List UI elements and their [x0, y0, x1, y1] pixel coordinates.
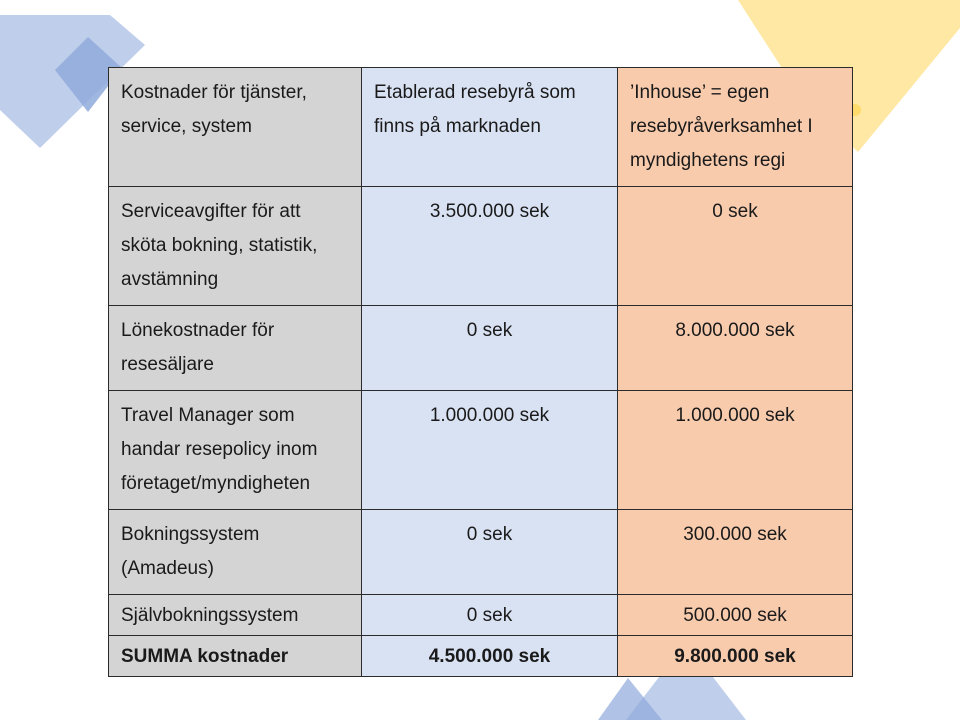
header-cost-type: Kostnader för tjänster, service, system — [109, 68, 362, 187]
row-label: Serviceavgifter för att sköta bokning, statistik, avstämning — [109, 187, 362, 306]
header-inhouse: ’Inhouse’ = egen resebyråverksamhet I myndighetens regi — [618, 68, 853, 187]
row-label: Självbokningssystem — [109, 595, 362, 636]
inhouse-cost: 8.000.000 sek — [618, 306, 853, 391]
table-total-row — [109, 636, 853, 677]
inhouse-cost: 300.000 sek — [618, 510, 853, 595]
row-label: Travel Manager som handar resepolicy inom företaget/myndigheten — [109, 391, 362, 510]
table-header-row — [109, 68, 853, 187]
table-row — [109, 510, 853, 595]
inhouse-cost: 1.000.000 sek — [618, 391, 853, 510]
agency-cost: 0 sek — [362, 306, 618, 391]
agency-cost: 0 sek — [362, 595, 618, 636]
table-row — [109, 187, 853, 306]
header-established-agency: Etablerad resebyrå som finns på marknaden — [362, 68, 618, 187]
table-row — [109, 595, 853, 636]
agency-total: 4.500.000 sek — [362, 636, 618, 677]
table-row — [109, 306, 853, 391]
row-label: Bokningssystem (Amadeus) — [109, 510, 362, 595]
total-label: SUMMA kostnader — [109, 636, 362, 677]
inhouse-cost: 0 sek — [618, 187, 853, 306]
agency-cost: 0 sek — [362, 510, 618, 595]
table-row — [109, 391, 853, 510]
agency-cost: 3.500.000 sek — [362, 187, 618, 306]
cost-comparison-table — [108, 67, 853, 677]
inhouse-total: 9.800.000 sek — [618, 636, 853, 677]
inhouse-cost: 500.000 sek — [618, 595, 853, 636]
row-label: Lönekostnader för resesäljare — [109, 306, 362, 391]
agency-cost: 1.000.000 sek — [362, 391, 618, 510]
